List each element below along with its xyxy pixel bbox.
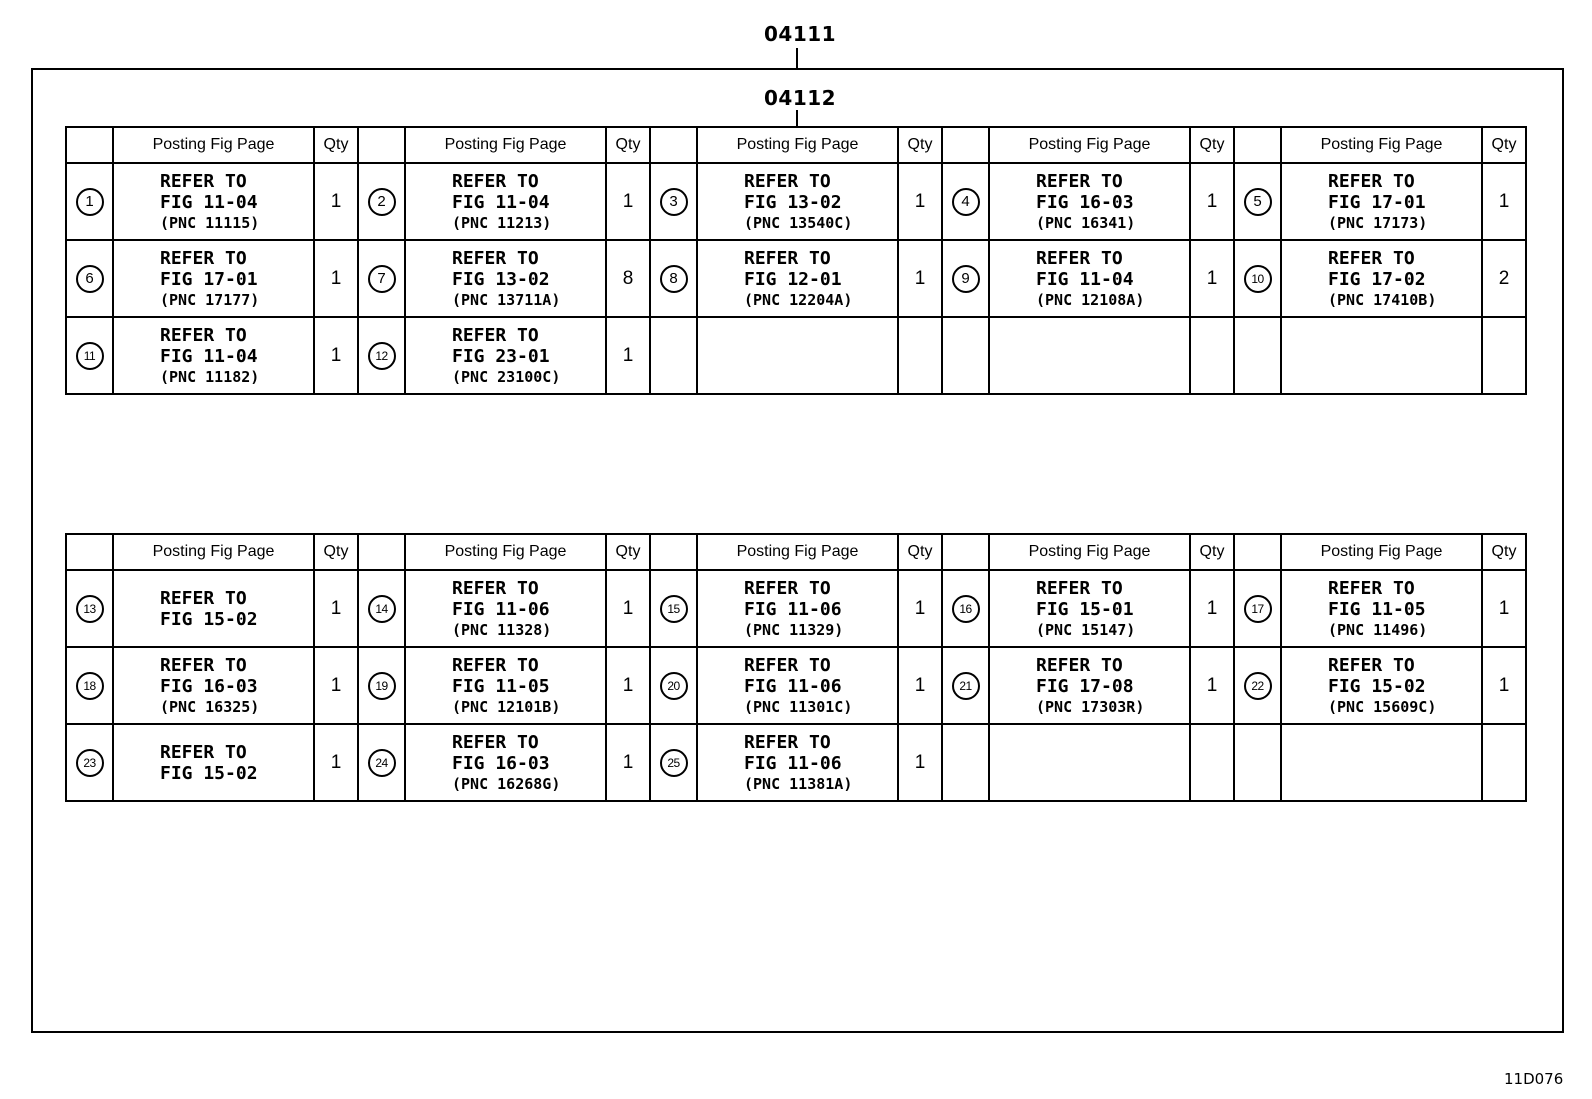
pnc-reference: (PNC 12108A): [1036, 290, 1145, 309]
item-number-cell: [358, 724, 405, 801]
posting-fig-page-header: Posting Fig Page: [113, 127, 314, 163]
posting-fig-cell: [697, 570, 898, 647]
item-number-badge: 3: [660, 188, 688, 216]
quantity-cell: 1: [898, 724, 942, 801]
item-number-cell: [66, 724, 113, 801]
refer-to-text: REFER TO: [452, 731, 539, 753]
refer-to-text: REFER TO: [1036, 577, 1123, 599]
quantity-cell: 1: [314, 570, 358, 647]
item-number-cell: [650, 317, 697, 394]
posting-fig-cell: [405, 240, 606, 317]
pnc-reference: (PNC 15609C): [1328, 697, 1437, 716]
fig-reference: FIG 11-04: [1036, 268, 1134, 290]
qty-header: Qty: [1190, 127, 1234, 163]
refer-to-text: REFER TO: [452, 577, 539, 599]
item-number-cell: [66, 317, 113, 394]
quantity-cell: 1: [898, 570, 942, 647]
posting-fig-cell: [989, 724, 1190, 801]
table-header-row: [66, 534, 1526, 570]
item-number-cell: [650, 570, 697, 647]
fig-reference: FIG 15-02: [1328, 675, 1426, 697]
quantity-cell: [898, 317, 942, 394]
pnc-reference: (PNC 12101B): [452, 697, 561, 716]
fig-reference: FIG 11-06: [452, 598, 550, 620]
posting-fig-page-header: Posting Fig Page: [989, 534, 1190, 570]
fig-reference: FIG 11-06: [744, 598, 842, 620]
refer-to-text: REFER TO: [744, 654, 831, 676]
sub-assembly-leader-line: [796, 110, 798, 126]
refer-to-text: REFER TO: [160, 654, 247, 676]
item-number-badge: 10: [1244, 265, 1272, 293]
pnc-reference: (PNC 12204A): [744, 290, 853, 309]
quantity-cell: [1482, 317, 1526, 394]
fig-reference: FIG 11-06: [744, 752, 842, 774]
fig-reference: FIG 16-03: [452, 752, 550, 774]
quantity-cell: 1: [1482, 163, 1526, 240]
refer-to-text: REFER TO: [452, 654, 539, 676]
posting-fig-cell: [989, 317, 1190, 394]
refer-to-text: REFER TO: [1328, 247, 1415, 269]
quantity-cell: 1: [1482, 647, 1526, 724]
pnc-reference: (PNC 13711A): [452, 290, 561, 309]
item-number-badge: 17: [1244, 595, 1272, 623]
pnc-reference: (PNC 11381A): [744, 774, 853, 793]
item-number-cell: [1234, 647, 1281, 724]
quantity-cell: 1: [606, 163, 650, 240]
refer-to-text: REFER TO: [452, 247, 539, 269]
pnc-reference: (PNC 11496): [1328, 620, 1428, 639]
item-number-cell: [1234, 724, 1281, 801]
quantity-cell: 1: [606, 570, 650, 647]
quantity-cell: 1: [898, 647, 942, 724]
fig-reference: FIG 23-01: [452, 345, 550, 367]
refer-to-text: REFER TO: [1328, 654, 1415, 676]
quantity-cell: 1: [606, 724, 650, 801]
posting-fig-cell: [1281, 570, 1482, 647]
qty-header: Qty: [898, 127, 942, 163]
fig-reference: FIG 17-08: [1036, 675, 1134, 697]
table-header-row: [66, 127, 1526, 163]
posting-fig-cell: [697, 240, 898, 317]
refer-to-text: REFER TO: [160, 587, 247, 609]
posting-fig-cell: [113, 163, 314, 240]
fig-reference: FIG 17-01: [1328, 191, 1426, 213]
item-number-badge: 25: [660, 749, 688, 777]
quantity-cell: 8: [606, 240, 650, 317]
posting-fig-cell: [113, 240, 314, 317]
pnc-reference: (PNC 11329): [744, 620, 844, 639]
posting-fig-page-header: Posting Fig Page: [989, 127, 1190, 163]
fig-reference: FIG 15-02: [160, 762, 258, 784]
quantity-cell: 1: [314, 317, 358, 394]
quantity-cell: 1: [898, 240, 942, 317]
item-number-badge: 20: [660, 672, 688, 700]
quantity-cell: 1: [1190, 163, 1234, 240]
posting-fig-page-header: Posting Fig Page: [697, 127, 898, 163]
header-blank: [650, 127, 697, 163]
parts-reference-table-upper: [65, 126, 1527, 395]
item-number-badge: 22: [1244, 672, 1272, 700]
pnc-reference: (PNC 23100C): [452, 367, 561, 386]
fig-reference: FIG 11-04: [160, 345, 258, 367]
posting-fig-page-header: Posting Fig Page: [1281, 127, 1482, 163]
qty-header: Qty: [314, 534, 358, 570]
item-number-badge: 21: [952, 672, 980, 700]
fig-reference: FIG 11-04: [452, 191, 550, 213]
header-blank: [66, 534, 113, 570]
item-number-cell: [650, 240, 697, 317]
qty-header: Qty: [606, 127, 650, 163]
item-number-cell: [358, 240, 405, 317]
table-row: [66, 647, 1526, 724]
posting-fig-cell: [697, 647, 898, 724]
item-number-cell: [66, 240, 113, 317]
posting-fig-cell: [1281, 647, 1482, 724]
posting-fig-cell: [989, 240, 1190, 317]
posting-fig-cell: [1281, 317, 1482, 394]
pnc-reference: (PNC 11328): [452, 620, 552, 639]
fig-reference: FIG 17-02: [1328, 268, 1426, 290]
drawing-code: 11D076: [1504, 1070, 1564, 1088]
item-number-cell: [650, 724, 697, 801]
fig-reference: FIG 11-06: [744, 675, 842, 697]
posting-fig-cell: [113, 570, 314, 647]
item-number-cell: [942, 240, 989, 317]
sub-assembly-number-label: 04112: [764, 86, 837, 110]
qty-header: Qty: [314, 127, 358, 163]
item-number-cell: [942, 570, 989, 647]
posting-fig-cell: [405, 724, 606, 801]
table-row: [66, 724, 1526, 801]
posting-fig-cell: [113, 647, 314, 724]
item-number-badge: 16: [952, 595, 980, 623]
header-blank: [1234, 534, 1281, 570]
item-number-badge: 2: [368, 188, 396, 216]
refer-to-text: REFER TO: [1036, 247, 1123, 269]
item-number-badge: 9: [952, 265, 980, 293]
qty-header: Qty: [1482, 534, 1526, 570]
fig-reference: FIG 11-05: [1328, 598, 1426, 620]
posting-fig-page-header: Posting Fig Page: [1281, 534, 1482, 570]
posting-fig-page-header: Posting Fig Page: [113, 534, 314, 570]
refer-to-text: REFER TO: [744, 247, 831, 269]
item-number-cell: [1234, 570, 1281, 647]
fig-reference: FIG 11-05: [452, 675, 550, 697]
posting-fig-cell: [113, 317, 314, 394]
header-blank: [942, 534, 989, 570]
item-number-cell: [942, 724, 989, 801]
item-number-badge: 1: [76, 188, 104, 216]
refer-to-text: REFER TO: [160, 170, 247, 192]
pnc-reference: (PNC 15147): [1036, 620, 1136, 639]
header-blank: [1234, 127, 1281, 163]
item-number-cell: [66, 163, 113, 240]
quantity-cell: 1: [606, 647, 650, 724]
posting-fig-page-header: Posting Fig Page: [405, 127, 606, 163]
refer-to-text: REFER TO: [744, 731, 831, 753]
item-number-badge: 18: [76, 672, 104, 700]
header-blank: [650, 534, 697, 570]
pnc-reference: (PNC 16268G): [452, 774, 561, 793]
posting-fig-cell: [1281, 724, 1482, 801]
posting-fig-page-header: Posting Fig Page: [697, 534, 898, 570]
item-number-badge: 23: [76, 749, 104, 777]
quantity-cell: [1190, 317, 1234, 394]
fig-reference: FIG 17-01: [160, 268, 258, 290]
qty-header: Qty: [606, 534, 650, 570]
fig-reference: FIG 15-01: [1036, 598, 1134, 620]
refer-to-text: REFER TO: [452, 170, 539, 192]
quantity-cell: 1: [314, 163, 358, 240]
pnc-reference: (PNC 16341): [1036, 213, 1136, 232]
item-number-badge: 14: [368, 595, 396, 623]
quantity-cell: [1190, 724, 1234, 801]
fig-reference: FIG 11-04: [160, 191, 258, 213]
posting-fig-cell: [113, 724, 314, 801]
quantity-cell: [1482, 724, 1526, 801]
fig-reference: FIG 16-03: [1036, 191, 1134, 213]
refer-to-text: REFER TO: [744, 577, 831, 599]
qty-header: Qty: [1482, 127, 1526, 163]
item-number-cell: [358, 163, 405, 240]
item-number-badge: 11: [76, 342, 104, 370]
posting-fig-cell: [1281, 240, 1482, 317]
table-row: [66, 317, 1526, 394]
pnc-reference: (PNC 17410B): [1328, 290, 1437, 309]
refer-to-text: REFER TO: [744, 170, 831, 192]
refer-to-text: REFER TO: [160, 741, 247, 763]
pnc-reference: (PNC 11301C): [744, 697, 853, 716]
refer-to-text: REFER TO: [1036, 170, 1123, 192]
refer-to-text: REFER TO: [452, 324, 539, 346]
item-number-cell: [358, 317, 405, 394]
refer-to-text: REFER TO: [1328, 170, 1415, 192]
quantity-cell: 1: [314, 647, 358, 724]
item-number-cell: [66, 570, 113, 647]
refer-to-text: REFER TO: [1328, 577, 1415, 599]
quantity-cell: 1: [898, 163, 942, 240]
quantity-cell: 1: [1190, 570, 1234, 647]
table-row: [66, 240, 1526, 317]
posting-fig-cell: [989, 647, 1190, 724]
header-blank: [66, 127, 113, 163]
item-number-cell: [1234, 163, 1281, 240]
item-number-badge: 6: [76, 265, 104, 293]
item-number-badge: 5: [1244, 188, 1272, 216]
item-number-cell: [358, 647, 405, 724]
posting-fig-cell: [405, 317, 606, 394]
refer-to-text: REFER TO: [160, 324, 247, 346]
item-number-badge: 13: [76, 595, 104, 623]
item-number-cell: [650, 647, 697, 724]
table-row: [66, 570, 1526, 647]
table-row: [66, 163, 1526, 240]
item-number-badge: 7: [368, 265, 396, 293]
posting-fig-cell: [405, 647, 606, 724]
item-number-cell: [66, 647, 113, 724]
item-number-badge: 8: [660, 265, 688, 293]
fig-reference: FIG 12-01: [744, 268, 842, 290]
posting-fig-cell: [405, 570, 606, 647]
fig-reference: FIG 15-02: [160, 608, 258, 630]
qty-header: Qty: [898, 534, 942, 570]
posting-fig-cell: [989, 570, 1190, 647]
posting-fig-cell: [697, 317, 898, 394]
parts-reference-table-lower: [65, 533, 1527, 802]
header-blank: [358, 534, 405, 570]
item-number-cell: [1234, 240, 1281, 317]
quantity-cell: 1: [606, 317, 650, 394]
pnc-reference: (PNC 11115): [160, 213, 260, 232]
quantity-cell: 1: [314, 240, 358, 317]
quantity-cell: 1: [1482, 570, 1526, 647]
item-number-badge: 19: [368, 672, 396, 700]
quantity-cell: 1: [1190, 647, 1234, 724]
quantity-cell: 1: [1190, 240, 1234, 317]
posting-fig-cell: [989, 163, 1190, 240]
assembly-number-label: 04111: [764, 22, 837, 46]
assembly-leader-line: [796, 48, 798, 68]
pnc-reference: (PNC 17303R): [1036, 697, 1145, 716]
item-number-cell: [1234, 317, 1281, 394]
item-number-badge: 4: [952, 188, 980, 216]
item-number-badge: 15: [660, 595, 688, 623]
pnc-reference: (PNC 11213): [452, 213, 552, 232]
posting-fig-cell: [1281, 163, 1482, 240]
fig-reference: FIG 16-03: [160, 675, 258, 697]
header-blank: [942, 127, 989, 163]
qty-header: Qty: [1190, 534, 1234, 570]
fig-reference: FIG 13-02: [452, 268, 550, 290]
pnc-reference: (PNC 11182): [160, 367, 260, 386]
header-blank: [358, 127, 405, 163]
posting-fig-cell: [697, 724, 898, 801]
refer-to-text: REFER TO: [160, 247, 247, 269]
item-number-cell: [942, 163, 989, 240]
item-number-badge: 24: [368, 749, 396, 777]
posting-fig-cell: [697, 163, 898, 240]
pnc-reference: (PNC 16325): [160, 697, 260, 716]
posting-fig-cell: [405, 163, 606, 240]
pnc-reference: (PNC 17173): [1328, 213, 1428, 232]
fig-reference: FIG 13-02: [744, 191, 842, 213]
quantity-cell: 2: [1482, 240, 1526, 317]
refer-to-text: REFER TO: [1036, 654, 1123, 676]
item-number-cell: [650, 163, 697, 240]
item-number-cell: [942, 647, 989, 724]
pnc-reference: (PNC 17177): [160, 290, 260, 309]
posting-fig-page-header: Posting Fig Page: [405, 534, 606, 570]
item-number-badge: 12: [368, 342, 396, 370]
pnc-reference: (PNC 13540C): [744, 213, 853, 232]
item-number-cell: [358, 570, 405, 647]
item-number-cell: [942, 317, 989, 394]
quantity-cell: 1: [314, 724, 358, 801]
